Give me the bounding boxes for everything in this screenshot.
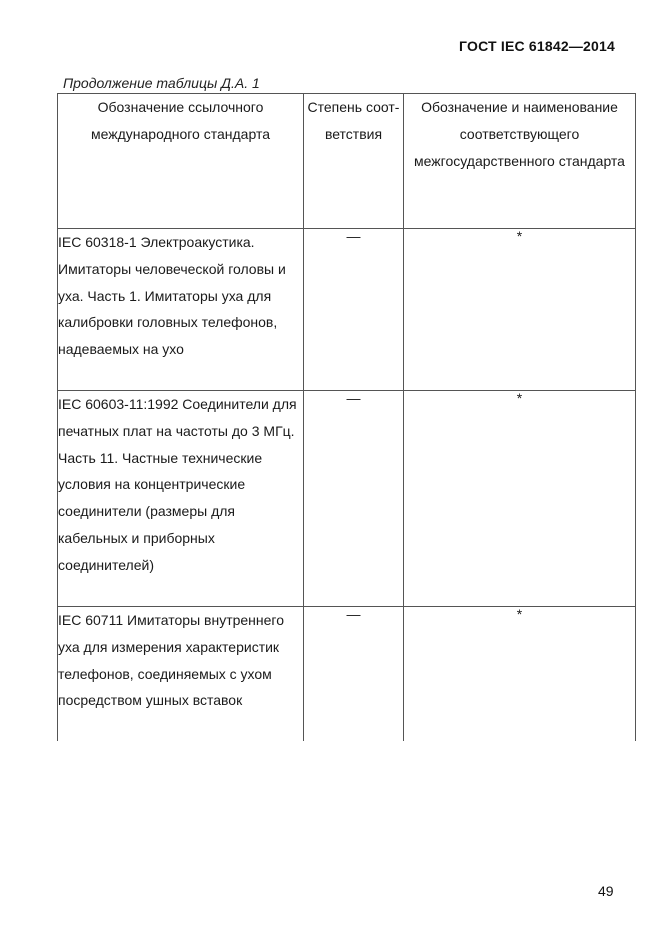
table-row bbox=[58, 607, 636, 742]
cell-degree: — bbox=[304, 391, 404, 607]
table-row bbox=[58, 391, 636, 607]
column-header-degree-of-correspondence: Степень соот-ветствия bbox=[304, 94, 404, 229]
cell-degree: — bbox=[304, 607, 404, 742]
cell-interstate-standard: * bbox=[404, 229, 636, 391]
cell-reference-standard: IEC 60318-1 Электроакустика. Имитаторы человеческой головы и уха. Часть 1. Имитаторы уха для калибровки головных телефонов, надеваемых на ухо bbox=[58, 229, 304, 391]
page-number: 49 bbox=[598, 883, 614, 899]
column-header-interstate-standard: Обозначение и наименование соответствующего межгосударственного стандарта bbox=[404, 94, 636, 229]
document-code: ГОСТ IEC 61842—2014 bbox=[459, 38, 615, 54]
cell-degree: — bbox=[304, 229, 404, 391]
reference-standards-table bbox=[57, 93, 636, 741]
cell-interstate-standard: * bbox=[404, 391, 636, 607]
cell-reference-standard: IEC 60603-11:1992 Соединители для печатных плат на частоты до 3 МГц. Часть 11. Частные технические условия на концентрические соединители (размеры для кабельных и приборных соединителей) bbox=[58, 391, 304, 607]
table-row bbox=[58, 229, 636, 391]
cell-reference-standard: IEC 60711 Имитаторы внутреннего уха для измерения характеристик телефонов, соединяемых с ухом посредством ушных вставок bbox=[58, 607, 304, 742]
table-header-row bbox=[58, 94, 636, 229]
table-continuation-label: Продолжение таблицы Д.А. 1 bbox=[63, 75, 260, 91]
column-header-reference-standard: Обозначение ссылочного международного стандарта bbox=[58, 94, 304, 229]
cell-interstate-standard: * bbox=[404, 607, 636, 742]
